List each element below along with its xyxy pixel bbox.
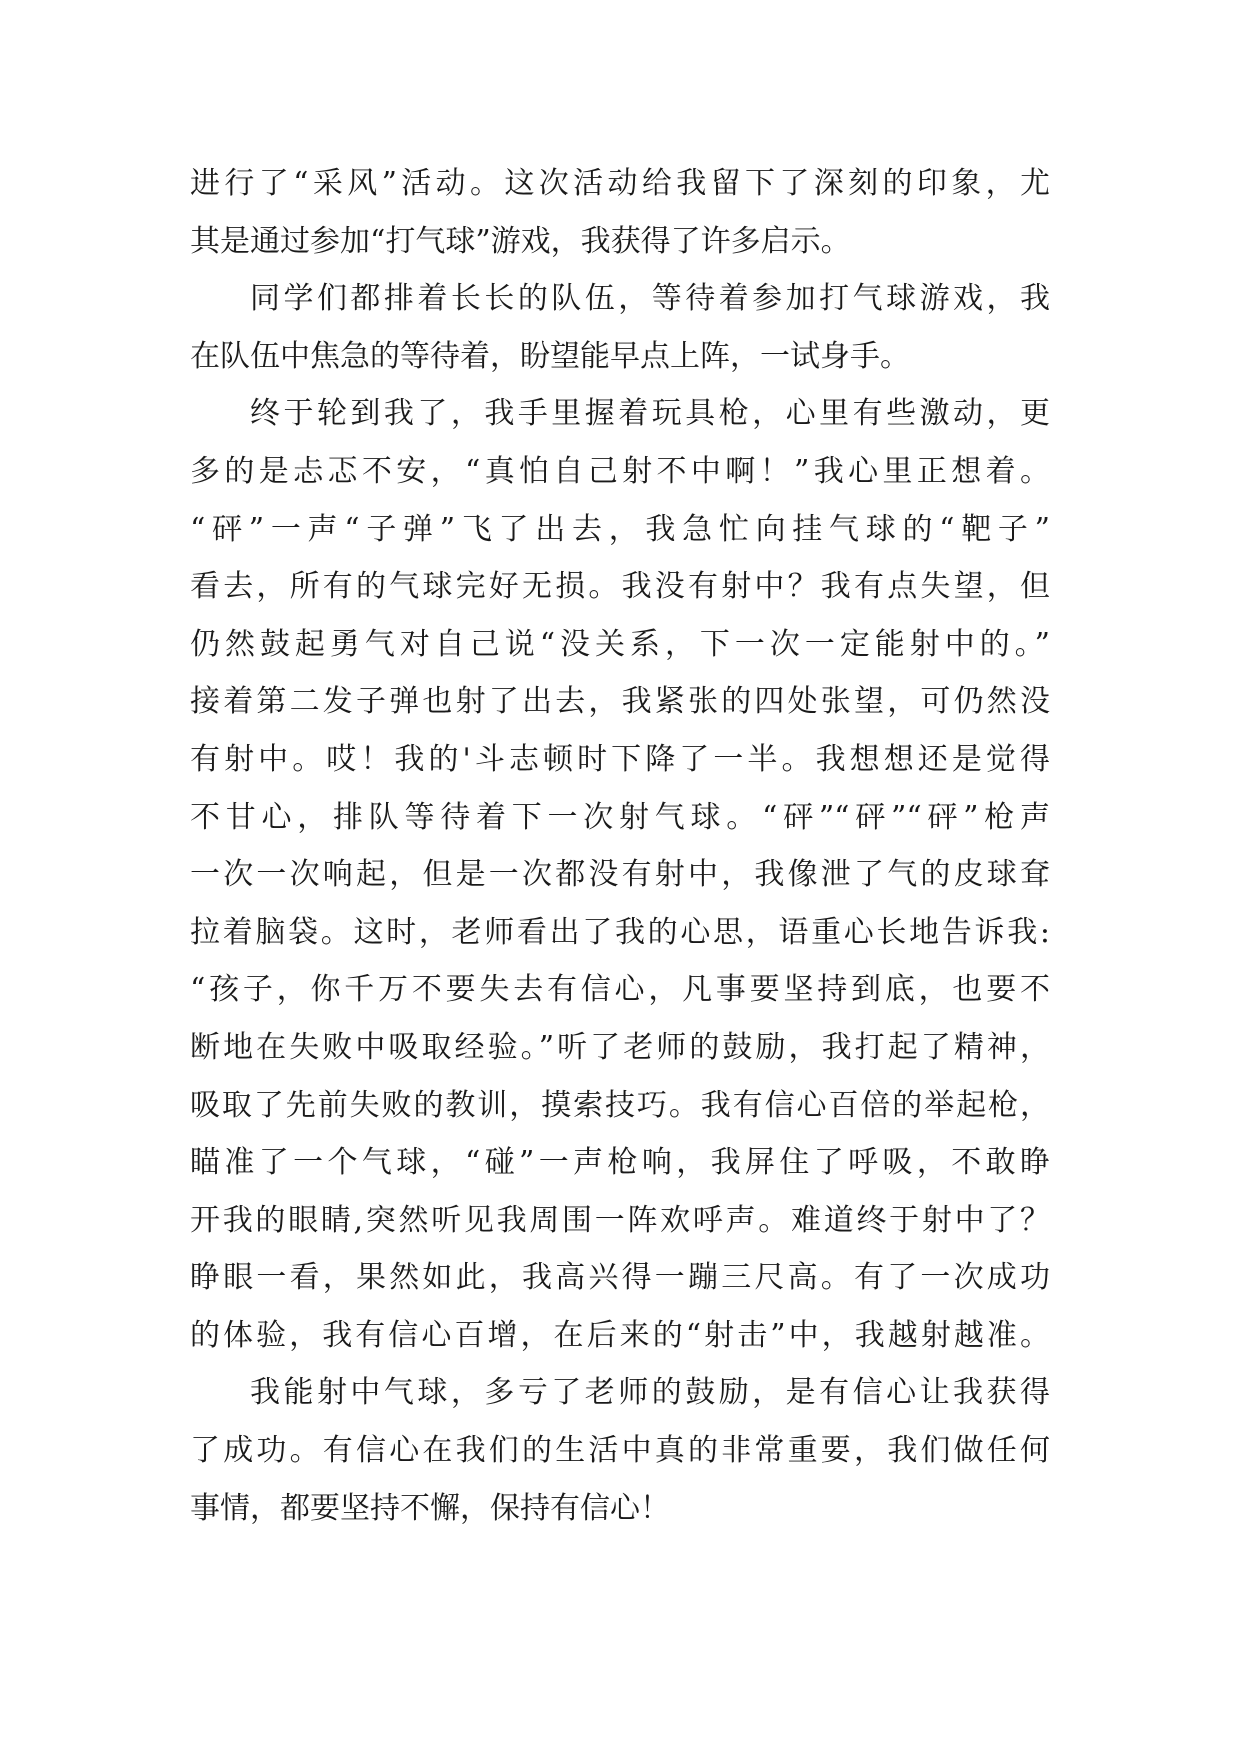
text-line: 同学们都排着长长的队伍，等待着参加打气球游戏，我 [250,281,1050,317]
text-line: 其是通过参加“打气球”游戏，我获得了许多启示。 [190,223,851,259]
document-body [190,155,1050,1537]
text-line: 不甘心，排队等待着下一次射气球。“砰”“砰”“砰”枪声 [190,799,1050,835]
text-line: 终于轮到我了，我手里握着玩具枪，心里有些激动，更 [250,396,1050,432]
text-line: 在队伍中焦急的等待着，盼望能早点上阵，一试身手。 [190,338,910,374]
text-line: 看去，所有的气球完好无损。我没有射中？我有点失望，但 [190,569,1050,605]
text-line: 一次一次响起，但是一次都没有射中，我像泄了气的皮球耷 [190,857,1050,893]
text-line: 睁眼一看，果然如此，我高兴得一蹦三尺高。有了一次成功 [190,1260,1050,1296]
text-line: 了成功。有信心在我们的生活中真的非常重要，我们做任何 [190,1433,1050,1469]
text-line: “砰”一声“子弹”飞了出去，我急忙向挂气球的“靶子” [190,511,1050,547]
text-line: 进行了“采风”活动。这次活动给我留下了深刻的印象，尤 [190,166,1050,201]
text-line: 的体验，我有信心百增，在后来的“射击”中，我越射越准。 [190,1317,1050,1353]
text-line: 我能射中气球，多亏了老师的鼓励，是有信心让我获得 [250,1375,1050,1411]
text-line: 开我的眼睛,突然听见我周围一阵欢呼声。难道终于射中了？ [190,1202,1050,1238]
text-line: 接着第二发子弹也射了出去，我紧张的四处张望，可仍然没 [190,684,1050,720]
text-line: 事情，都要坚持不懈，保持有信心！ [190,1490,670,1526]
text-line: 拉着脑袋。这时，老师看出了我的心思，语重心长地告诉我: [190,914,1050,950]
text-line: 断地在失败中吸取经验。”听了老师的鼓励，我打起了精神， [190,1029,1050,1065]
text-line: 瞄准了一个气球，“碰”一声枪响，我屏住了呼吸，不敢睁 [190,1145,1050,1181]
text-line: 仍然鼓起勇气对自己说“没关系，下一次一定能射中的。” [190,626,1050,662]
text-line: 吸取了先前失败的教训，摸索技巧。我有信心百倍的举起枪， [190,1087,1050,1123]
text-line: “孩子，你千万不要失去有信心，凡事要坚持到底，也要不 [190,972,1050,1008]
text-line: 有射中。哎！我的'斗志顿时下降了一半。我想想还是觉得 [190,741,1050,777]
text-line: 多的是忐忑不安，“真怕自己射不中啊！”我心里正想着。 [190,453,1050,489]
